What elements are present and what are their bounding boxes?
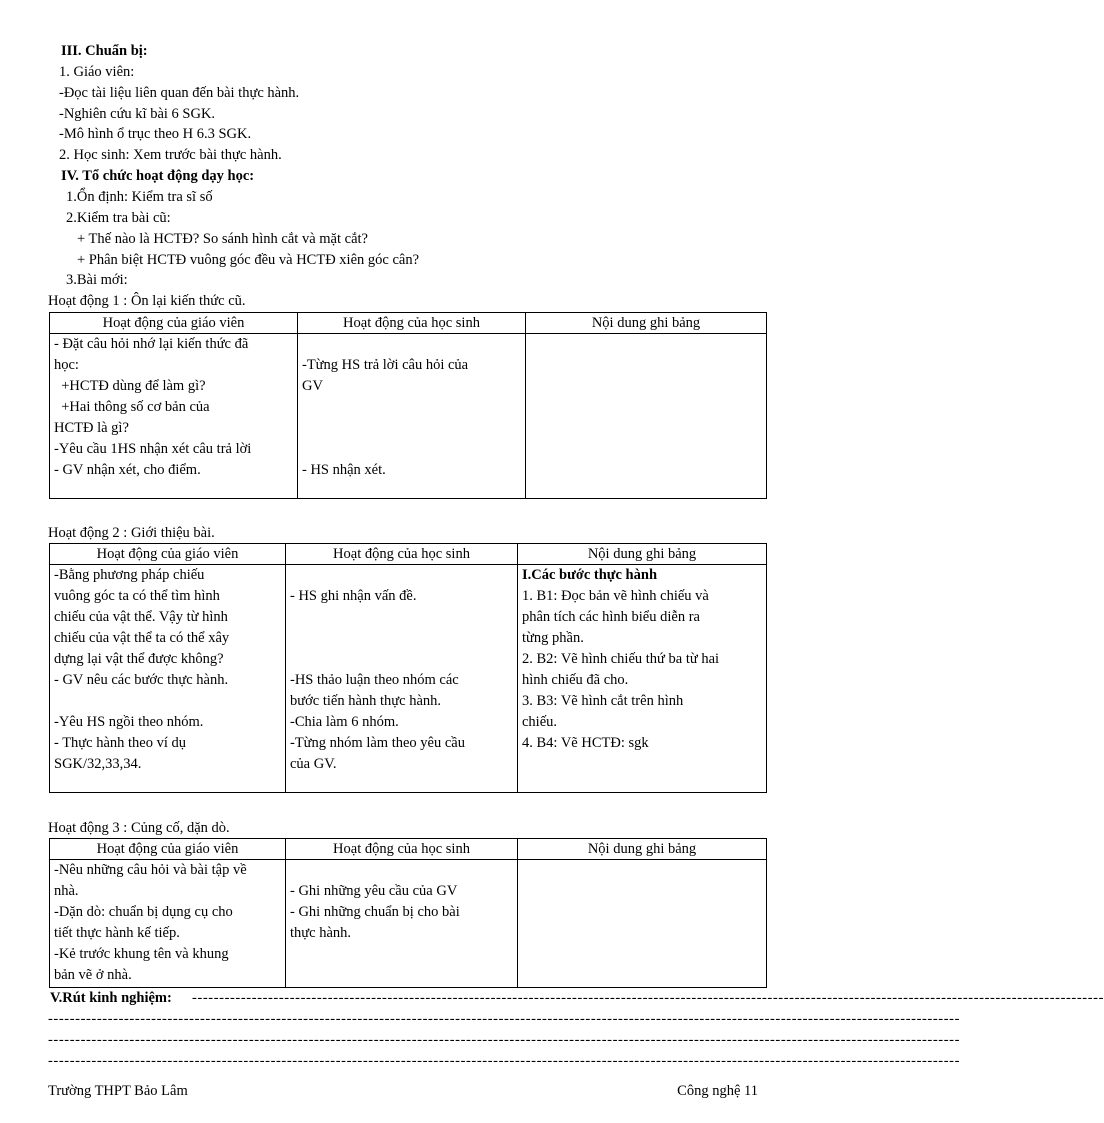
cell-line: 2. B2: Vẽ hình chiếu thứ ba từ hai — [522, 651, 720, 667]
activity-3-title: Hoạt động 3 : Củng cố, dặn dò. — [48, 820, 230, 836]
cell-line: phân tích các hình biểu diễn ra — [522, 609, 700, 625]
cell-line: 1. B1: Đọc bản vẽ hình chiếu và — [522, 588, 709, 604]
cell-line: -Dặn dò: chuẩn bị dụng cụ cho — [54, 904, 233, 920]
cell-line: dựng lại vật thể được không? — [54, 651, 224, 667]
table-header-row — [50, 313, 767, 334]
board-content — [518, 860, 767, 988]
table-row — [50, 334, 767, 499]
cell-line: +Hai thông số cơ bản của — [54, 399, 210, 415]
table-row — [50, 565, 767, 793]
notes-line: ------------------------------------------------------------------------------------------------------------------------------------------------------------------------ — [192, 990, 1104, 1006]
header-student: Hoạt động của học sinh — [286, 544, 518, 565]
teacher-activities — [50, 565, 286, 793]
cell-line: HCTĐ là gì? — [54, 420, 129, 436]
cell-line: thực hành. — [290, 925, 352, 941]
notes-line: ------------------------------------------------------------------------------------------------------------------------------------------------------------------------ — [48, 1032, 961, 1048]
cell-line: GV — [302, 378, 323, 394]
cell-line — [290, 607, 513, 628]
activity-2-title: Hoạt động 2 : Giới thiệu bài. — [48, 525, 215, 541]
notes-line: ------------------------------------------------------------------------------------------------------------------------------------------------------------------------ — [48, 1011, 961, 1027]
cell-line: 4. B4: Vẽ HCTĐ: sgk — [522, 735, 649, 751]
section-4-item: + Thế nào là HCTĐ? So sánh hình cắt và mặt cắt? — [77, 231, 368, 247]
cell-line: -Yêu HS ngồi theo nhóm. — [54, 714, 204, 730]
cell-line — [302, 439, 521, 460]
cell-line: bước tiến hành thực hành. — [290, 693, 442, 709]
cell-line: chiếu của vật thể. Vậy từ hình — [54, 609, 228, 625]
cell-line — [302, 397, 521, 418]
teacher-prep-title: 1. Giáo viên: — [59, 64, 135, 80]
section-5-title: V.Rút kinh nghiệm: — [50, 990, 172, 1006]
header-teacher: Hoạt động của giáo viên — [50, 839, 286, 860]
student-activities — [286, 565, 518, 793]
activity-1-title: Hoạt động 1 : Ôn lại kiến thức cũ. — [48, 293, 246, 309]
cell-line: SGK/32,33,34. — [54, 756, 142, 772]
board-content — [526, 334, 767, 499]
cell-line — [290, 628, 513, 649]
cell-line: vuông góc ta có thể tìm hình — [54, 588, 220, 604]
section-4-item: 1.Ổn định: Kiểm tra sĩ số — [66, 189, 213, 205]
cell-line: tiết thực hành kế tiếp. — [54, 925, 180, 941]
cell-line — [290, 565, 513, 586]
cell-line: - Ghi những yêu cầu của GV — [290, 883, 458, 899]
header-board: Nội dung ghi bảng — [526, 313, 767, 334]
cell-line: của GV. — [290, 756, 337, 772]
cell-line: - Đặt câu hỏi nhớ lại kiến thức đã — [54, 336, 249, 352]
cell-line: từng phần. — [522, 630, 584, 646]
student-prep: 2. Học sinh: Xem trước bài thực hành. — [59, 147, 282, 163]
cell-line: -Chia làm 6 nhóm. — [290, 714, 399, 730]
cell-line — [290, 860, 513, 881]
section-4-item: 3.Bài mới: — [66, 272, 128, 288]
section-4-item: + Phân biệt HCTĐ vuông góc đều và HCTĐ xiên góc cân? — [77, 252, 420, 268]
cell-line: - GV nhận xét, cho điểm. — [54, 462, 201, 478]
teacher-activities — [50, 334, 298, 499]
table-row — [50, 860, 767, 988]
board-content — [518, 565, 767, 793]
header-teacher: Hoạt động của giáo viên — [50, 313, 298, 334]
cell-line: -Bằng phương pháp chiếu — [54, 567, 205, 583]
teacher-activities — [50, 860, 286, 988]
cell-line: - Ghi những chuẩn bị cho bài — [290, 904, 460, 920]
cell-line: -Yêu cầu 1HS nhận xét câu trả lời — [54, 441, 252, 457]
activity-1-table — [49, 312, 767, 499]
teacher-prep-item: -Đọc tài liệu liên quan đến bài thực hành. — [59, 85, 300, 101]
cell-line: - Thực hành theo ví dụ — [54, 735, 187, 751]
cell-line — [302, 418, 521, 439]
notes-line: ------------------------------------------------------------------------------------------------------------------------------------------------------------------------ — [48, 1053, 961, 1069]
section-4-item: 2.Kiểm tra bài cũ: — [66, 210, 171, 226]
cell-line: +HCTĐ dùng để làm gì? — [54, 378, 206, 394]
table-header-row — [50, 544, 767, 565]
cell-line: nhà. — [54, 883, 79, 899]
cell-line — [302, 334, 521, 355]
header-board: Nội dung ghi bảng — [518, 839, 767, 860]
teacher-prep-item: -Mô hình ổ trục theo H 6.3 SGK. — [59, 126, 252, 142]
header-student: Hoạt động của học sinh — [298, 313, 526, 334]
table-header-row — [50, 839, 767, 860]
cell-line: -Từng HS trả lời câu hỏi của — [302, 357, 469, 373]
cell-line: học: — [54, 357, 79, 373]
cell-line: -Kẻ trước khung tên và khung — [54, 946, 229, 962]
cell-line: chiếu của vật thể ta có thể xây — [54, 630, 230, 646]
activity-3-table — [49, 838, 767, 988]
cell-line: -Từng nhóm làm theo yêu cầu — [290, 735, 465, 751]
section-4-title: IV. Tổ chức hoạt động dạy học: — [61, 168, 255, 184]
cell-line: - HS nhận xét. — [302, 462, 386, 478]
cell-line: - GV nêu các bước thực hành. — [54, 672, 229, 688]
header-student: Hoạt động của học sinh — [286, 839, 518, 860]
student-activities — [298, 334, 526, 499]
cell-line: 3. B3: Vẽ hình cắt trên hình — [522, 693, 684, 709]
cell-line: - HS ghi nhận vấn đề. — [290, 588, 417, 604]
cell-line: -Nêu những câu hỏi và bài tập về — [54, 862, 247, 878]
teacher-prep-item: -Nghiên cứu kĩ bài 6 SGK. — [59, 106, 216, 122]
section-3-title: III. Chuẩn bị: — [61, 43, 148, 59]
footer-subject: Công nghệ 11 — [677, 1083, 758, 1099]
board-heading: I.Các bước thực hành — [522, 567, 658, 583]
cell-line: chiếu. — [522, 714, 558, 730]
cell-line — [54, 691, 281, 712]
student-activities — [286, 860, 518, 988]
cell-line: bản vẽ ở nhà. — [54, 967, 132, 983]
cell-line — [290, 649, 513, 670]
cell-line: hình chiếu đã cho. — [522, 672, 629, 688]
activity-2-table — [49, 543, 767, 793]
cell-line: -HS thảo luận theo nhóm các — [290, 672, 459, 688]
header-board: Nội dung ghi bảng — [518, 544, 767, 565]
header-teacher: Hoạt động của giáo viên — [50, 544, 286, 565]
footer-school: Trường THPT Bảo Lâm — [48, 1083, 188, 1099]
